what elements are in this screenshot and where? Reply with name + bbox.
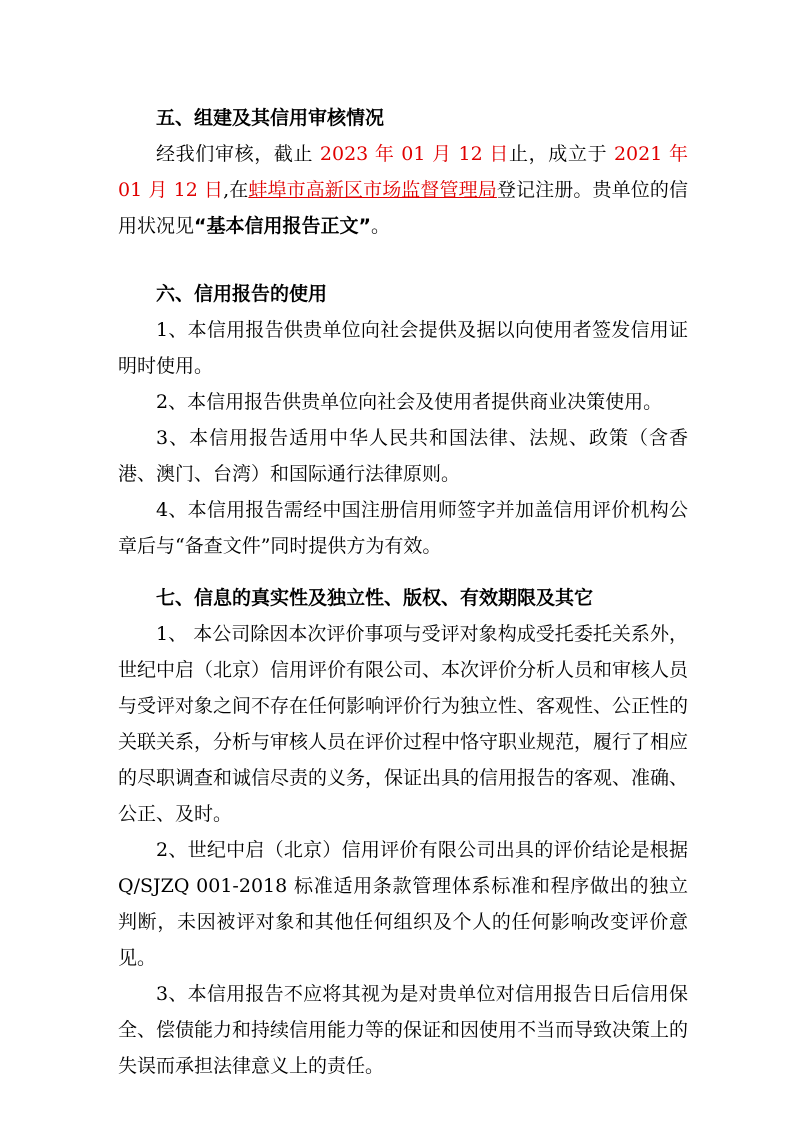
section-7-heading: 七、信息的真实性及独立性、版权、有效期限及其它 <box>156 587 594 609</box>
established-date: 2021 年 01 月 12 日 <box>118 143 688 201</box>
section-7-item: 3、本信用报告不应将其视为是对贵单位对信用报告日后信用保全、偿债能力和持续信用能力等的保证和因使用不当而导致决策上的失误而承担法律意义上的责任。 <box>118 983 689 1077</box>
registration-authority: 蚌埠市高新区市场监督管理局 <box>248 179 497 201</box>
section-7-item: 2、世纪中启（北京）信用评价有限公司出具的评价结论是根据 Q/SJZQ 001-2018 标准适用条款管理体系标准和程序做出的独立判断，未因被评对象和其他任何组织及个人的任何影响改变评价意见。 <box>118 839 688 969</box>
section-6-item: 2、本信用报告供贵单位向社会及使用者提供商业决策使用。 <box>156 391 663 413</box>
section-5-heading: 五、组建及其信用审核情况 <box>156 107 385 129</box>
report-reference: “基本信用报告正文” <box>194 215 371 237</box>
section-6-item: 3、本信用报告适用中华人民共和国法律、法规、政策（含香港、澳门、台湾）和国际通行法律原则。 <box>118 427 688 485</box>
section-6-item: 4、本信用报告需经中国注册信用师签字并加盖信用评价机构公章后与“备查文件”同时提供方为有效。 <box>118 499 688 557</box>
section-6 <box>118 276 688 564</box>
section-7 <box>118 580 688 1084</box>
text-run: 。 <box>371 215 391 237</box>
section-6-item: 1、本信用报告供贵单位向社会提供及据以向使用者签发信用证明时使用。 <box>118 319 688 377</box>
section-5 <box>118 100 688 244</box>
text-run: 经我们审核，截止 <box>156 143 320 165</box>
text-run: ,在 <box>223 179 249 201</box>
section-6-heading: 六、信用报告的使用 <box>156 283 328 305</box>
cutoff-date: 2023 年 01 月 12 日 <box>319 143 509 165</box>
text-run: 登记注册。贵单位的信用状况见 <box>118 179 688 237</box>
section-5-paragraph <box>118 136 688 244</box>
text-run: 止，成立于 <box>509 143 614 165</box>
section-7-item: 1、 本公司除因本次评价事项与受评对象构成受托委托关系外，世纪中启（北京）信用评价有限公司、本次评价分析人员和审核人员与受评对象之间不存在任何影响评价行为独立性、客观性、公正性的关联关系，分析与审核人员在评价过程中恪守职业规范，履行了相应的尽职调查和诚信尽责的义务，保证出具的信用报告的客观、准确、公正、及时。 <box>118 623 689 825</box>
